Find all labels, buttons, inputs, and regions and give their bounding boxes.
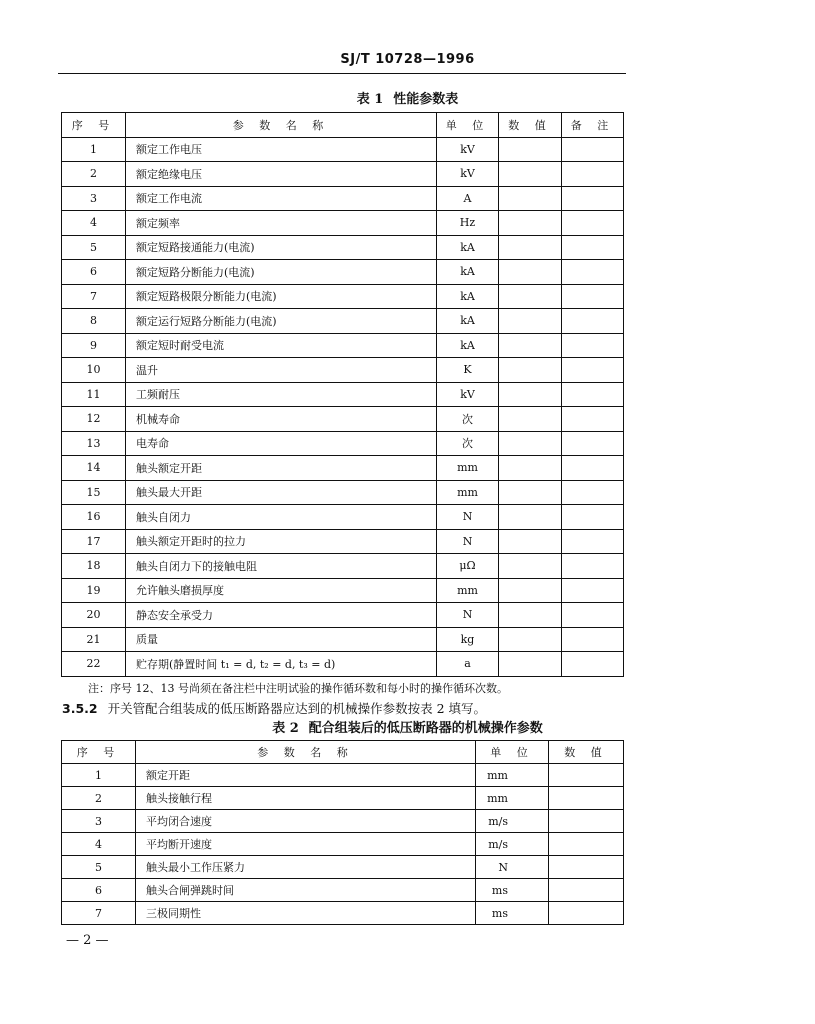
row-value-cell [499, 162, 562, 187]
row-name-cell: 温升 [126, 358, 437, 383]
row-value-cell [499, 309, 562, 334]
row-seq-cell: 6 [62, 879, 136, 902]
row-unit-cell: a [437, 652, 499, 677]
row-seq-cell: 7 [62, 902, 136, 925]
row-name-cell: 触头额定开距时的拉力 [126, 529, 437, 554]
table-row [62, 627, 624, 652]
row-seq-cell: 13 [62, 431, 126, 456]
table-row [62, 456, 624, 481]
row-unit-cell: mm [437, 480, 499, 505]
row-seq-cell: 15 [62, 480, 126, 505]
table-row [62, 211, 624, 236]
row-value-cell [549, 810, 624, 833]
row-name-cell: 允许触头磨损厚度 [126, 578, 437, 603]
table-row [62, 260, 624, 285]
row-unit-cell: 次 [437, 431, 499, 456]
row-unit-cell: A [437, 186, 499, 211]
table-row [62, 137, 624, 162]
row-value-cell [499, 554, 562, 579]
row-remark-cell [562, 480, 624, 505]
row-remark-cell [562, 578, 624, 603]
row-seq-cell: 11 [62, 382, 126, 407]
row-seq-cell: 4 [62, 211, 126, 236]
table-row [62, 764, 624, 787]
table-row [62, 578, 624, 603]
row-remark-cell [562, 382, 624, 407]
row-value-cell [499, 652, 562, 677]
row-name-cell: 额定短路极限分断能力(电流) [126, 284, 437, 309]
row-name-cell: 额定短时耐受电流 [126, 333, 437, 358]
table1-caption [0, 88, 815, 107]
row-value-cell [499, 578, 562, 603]
table2-header-row [62, 741, 624, 764]
row-name-cell: 额定工作电流 [126, 186, 437, 211]
table1-header-remark: 备 注 [562, 113, 624, 138]
row-unit-cell: mm [476, 764, 549, 787]
row-unit-cell: mm [476, 787, 549, 810]
row-remark-cell [562, 284, 624, 309]
row-name-cell: 静态安全承受力 [126, 603, 437, 628]
table1-caption-title: 性能参数表 [393, 92, 459, 107]
row-value-cell [499, 211, 562, 236]
section-text: 开关管配合组装成的低压断路器应达到的机械操作参数按表 2 填写。 [107, 701, 486, 716]
row-unit-cell: kA [437, 309, 499, 334]
row-name-cell: 额定频率 [126, 211, 437, 236]
row-remark-cell [562, 186, 624, 211]
row-seq-cell: 14 [62, 456, 126, 481]
row-remark-cell [562, 309, 624, 334]
row-unit-cell: N [437, 603, 499, 628]
row-seq-cell: 5 [62, 235, 126, 260]
table-row [62, 902, 624, 925]
row-seq-cell: 6 [62, 260, 126, 285]
row-seq-cell: 4 [62, 833, 136, 856]
table-row [62, 382, 624, 407]
row-name-cell: 平均断开速度 [136, 833, 476, 856]
table-row [62, 856, 624, 879]
row-name-cell: 贮存期(静置时间 t₁ = d, t₂ = d, t₃ = d) [126, 652, 437, 677]
row-unit-cell: ms [476, 879, 549, 902]
row-seq-cell: 7 [62, 284, 126, 309]
row-value-cell [499, 260, 562, 285]
row-seq-cell: 19 [62, 578, 126, 603]
row-value-cell [499, 627, 562, 652]
row-unit-cell: kV [437, 162, 499, 187]
row-seq-cell: 3 [62, 186, 126, 211]
row-seq-cell: 18 [62, 554, 126, 579]
row-name-cell: 触头最大开距 [126, 480, 437, 505]
row-remark-cell [562, 162, 624, 187]
row-unit-cell: Hz [437, 211, 499, 236]
row-value-cell [499, 407, 562, 432]
row-unit-cell: ms [476, 902, 549, 925]
row-seq-cell: 16 [62, 505, 126, 530]
row-name-cell: 机械寿命 [126, 407, 437, 432]
table-row [62, 810, 624, 833]
table1-header-unit: 单 位 [437, 113, 499, 138]
table-row [62, 358, 624, 383]
row-seq-cell: 1 [62, 137, 126, 162]
row-name-cell: 平均闭合速度 [136, 810, 476, 833]
row-name-cell: 三极同期性 [136, 902, 476, 925]
row-unit-cell: m/s [476, 833, 549, 856]
header-rule [58, 73, 626, 74]
row-remark-cell [562, 652, 624, 677]
row-value-cell [499, 333, 562, 358]
row-unit-cell: N [476, 856, 549, 879]
row-value-cell [549, 879, 624, 902]
row-value-cell [549, 787, 624, 810]
mechanical-operation-parameter-table [61, 740, 624, 925]
row-seq-cell: 10 [62, 358, 126, 383]
row-value-cell [499, 505, 562, 530]
table-row [62, 529, 624, 554]
row-name-cell: 质量 [126, 627, 437, 652]
row-remark-cell [562, 137, 624, 162]
row-remark-cell [562, 333, 624, 358]
row-seq-cell: 22 [62, 652, 126, 677]
row-name-cell: 电寿命 [126, 431, 437, 456]
row-unit-cell: mm [437, 578, 499, 603]
row-seq-cell: 2 [62, 162, 126, 187]
section-paragraph [62, 699, 486, 717]
table-row [62, 333, 624, 358]
table2-header-unit: 单 位 [476, 741, 549, 764]
row-value-cell [499, 382, 562, 407]
row-remark-cell [562, 260, 624, 285]
row-unit-cell: kA [437, 235, 499, 260]
row-remark-cell [562, 211, 624, 236]
row-value-cell [499, 603, 562, 628]
row-remark-cell [562, 431, 624, 456]
row-name-cell: 额定工作电压 [126, 137, 437, 162]
row-seq-cell: 21 [62, 627, 126, 652]
table-row [62, 603, 624, 628]
row-remark-cell [562, 407, 624, 432]
table2-caption-title: 配合组装后的低压断路器的机械操作参数 [308, 721, 543, 736]
row-seq-cell: 1 [62, 764, 136, 787]
table-row [62, 787, 624, 810]
row-value-cell [549, 764, 624, 787]
table-row [62, 879, 624, 902]
row-name-cell: 触头最小工作压紧力 [136, 856, 476, 879]
table-row [62, 652, 624, 677]
row-unit-cell: kA [437, 333, 499, 358]
row-name-cell: 工频耐压 [126, 382, 437, 407]
row-seq-cell: 20 [62, 603, 126, 628]
row-value-cell [549, 902, 624, 925]
row-value-cell [499, 235, 562, 260]
row-unit-cell: mm [437, 456, 499, 481]
performance-parameter-table [61, 112, 624, 677]
row-unit-cell: m/s [476, 810, 549, 833]
row-unit-cell: kA [437, 260, 499, 285]
row-unit-cell: kA [437, 284, 499, 309]
row-seq-cell: 12 [62, 407, 126, 432]
table2-caption [0, 717, 815, 736]
row-value-cell [499, 456, 562, 481]
row-value-cell [499, 480, 562, 505]
table-row [62, 407, 624, 432]
row-value-cell [499, 358, 562, 383]
section-number: 3.5.2 [62, 701, 98, 716]
table1-header-seq: 序 号 [62, 113, 126, 138]
table-row [62, 480, 624, 505]
table-row [62, 505, 624, 530]
row-seq-cell: 5 [62, 856, 136, 879]
row-unit-cell: N [437, 529, 499, 554]
table2-header-name: 参 数 名 称 [136, 741, 476, 764]
row-name-cell: 额定绝缘电压 [126, 162, 437, 187]
row-remark-cell [562, 554, 624, 579]
table2-caption-number: 表 2 [272, 721, 299, 736]
table1-header-name: 参 数 名 称 [126, 113, 437, 138]
row-name-cell: 触头自闭力 [126, 505, 437, 530]
row-value-cell [499, 186, 562, 211]
row-unit-cell: kg [437, 627, 499, 652]
row-remark-cell [562, 235, 624, 260]
row-value-cell [499, 284, 562, 309]
row-value-cell [549, 856, 624, 879]
table-row [62, 162, 624, 187]
table-row [62, 833, 624, 856]
row-unit-cell: 次 [437, 407, 499, 432]
row-unit-cell: N [437, 505, 499, 530]
row-name-cell: 额定短路分断能力(电流) [126, 260, 437, 285]
table-row [62, 554, 624, 579]
table1-note: 注：序号 12、13 号尚须在备注栏中注明试验的操作循环数和每小时的操作循环次数。 [88, 682, 508, 695]
table2-header-seq: 序 号 [62, 741, 136, 764]
table1-header-row [62, 113, 624, 138]
row-seq-cell: 2 [62, 787, 136, 810]
table1-header-value: 数 值 [499, 113, 562, 138]
row-unit-cell: kV [437, 382, 499, 407]
row-name-cell: 额定短路接通能力(电流) [126, 235, 437, 260]
row-value-cell [549, 833, 624, 856]
row-name-cell: 触头额定开距 [126, 456, 437, 481]
row-name-cell: 额定运行短路分断能力(电流) [126, 309, 437, 334]
table-row [62, 186, 624, 211]
row-unit-cell: K [437, 358, 499, 383]
row-seq-cell: 17 [62, 529, 126, 554]
row-remark-cell [562, 505, 624, 530]
row-remark-cell [562, 529, 624, 554]
table1-caption-number: 表 1 [356, 92, 384, 107]
row-seq-cell: 9 [62, 333, 126, 358]
row-remark-cell [562, 627, 624, 652]
row-seq-cell: 3 [62, 810, 136, 833]
document-code: SJ/T 10728—1996 [340, 52, 475, 67]
row-name-cell: 触头合闸弹跳时间 [136, 879, 476, 902]
row-unit-cell: μΩ [437, 554, 499, 579]
table-row [62, 284, 624, 309]
row-name-cell: 额定开距 [136, 764, 476, 787]
row-remark-cell [562, 358, 624, 383]
row-value-cell [499, 529, 562, 554]
row-seq-cell: 8 [62, 309, 126, 334]
table2-header-value: 数 值 [549, 741, 624, 764]
page-number: — 2 — [66, 933, 109, 948]
table-row [62, 235, 624, 260]
row-remark-cell [562, 603, 624, 628]
row-value-cell [499, 137, 562, 162]
row-value-cell [499, 431, 562, 456]
row-name-cell: 触头自闭力下的接触电阻 [126, 554, 437, 579]
table-row [62, 431, 624, 456]
row-remark-cell [562, 456, 624, 481]
row-unit-cell: kV [437, 137, 499, 162]
table-row [62, 309, 624, 334]
row-name-cell: 触头接触行程 [136, 787, 476, 810]
